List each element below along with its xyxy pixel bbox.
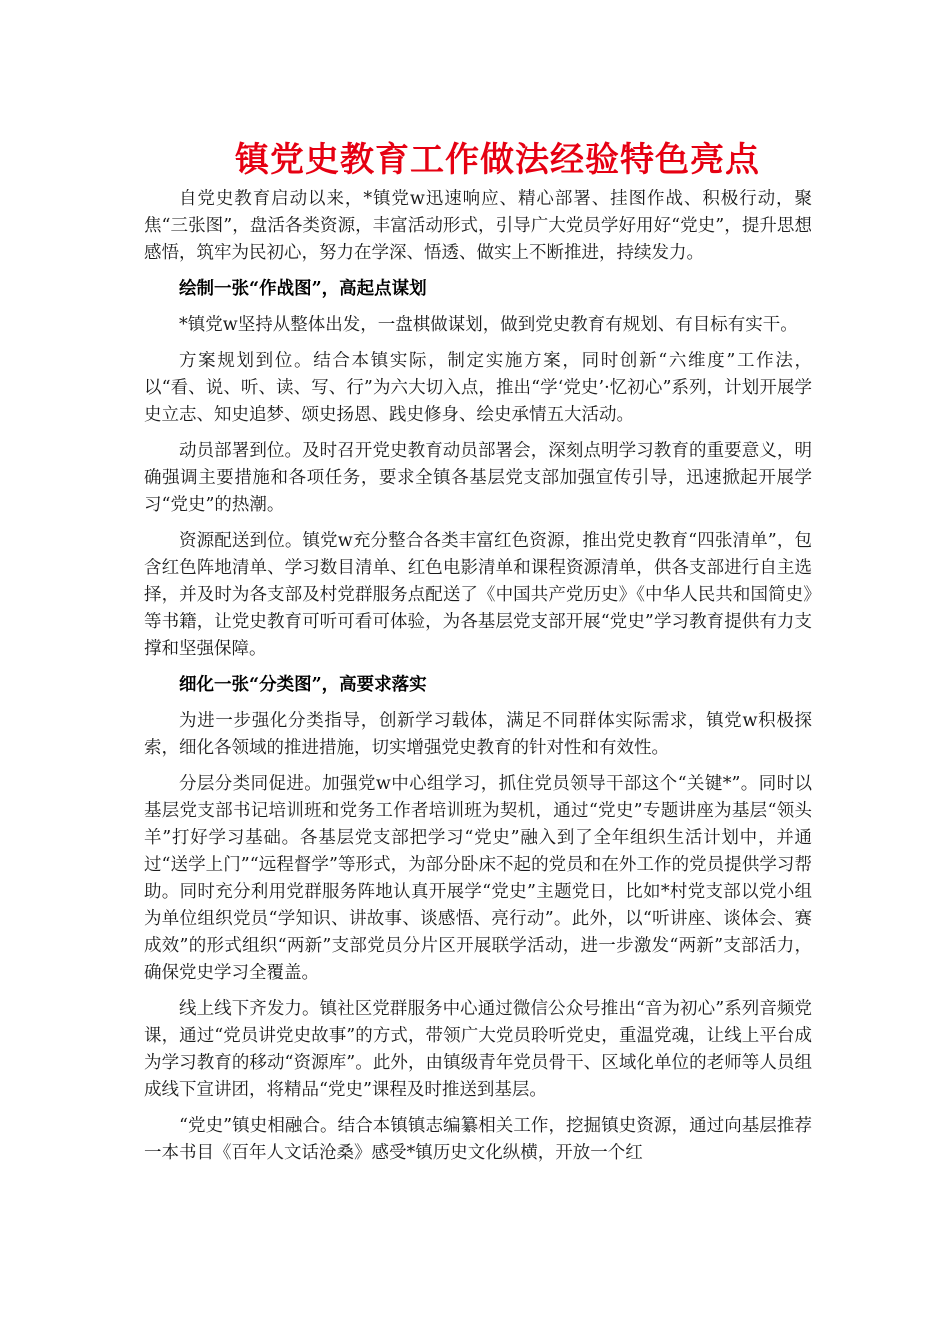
body-paragraph: 为进一步强化分类指导，创新学习载体，满足不同群体实际需求，镇党w积极探索，细化各领域的推进措施，切实增强党史教育的针对性和有效性。 (144, 711, 812, 758)
section-heading: 细化一张“分类图”，高要求落实 (179, 675, 427, 695)
section-heading: 绘制一张“作战图”，高起点谋划 (179, 279, 427, 299)
document-body (144, 186, 812, 1176)
body-paragraph: 线上线下齐发力。镇社区党群服务中心通过微信公众号推出“音为初心”系列音频党课，通过“党员讲党史故事”的方式，带领广大党员聆听党史，重温党魂，让线上平台成为学习教育的移动“资源库”。此外，由镇级青年党员骨干、区域化单位的老师等人员组成线下宣讲团，将精品“党史”课程及时推送到基层。 (144, 999, 812, 1100)
body-paragraph: 分层分类同促进。加强党w中心组学习，抓住党员领导干部这个“关键*”。同时以基层党支部书记培训班和党务工作者培训班为契机，通过“党史”专题讲座为基层“领头羊”打好学习基础。各基层党支部把学习“党史”融入到了全年组织生活计划中，并通过“送学上门”“远程督学”等形式，为部分卧床不起的党员和在外工作的党员提供学习帮助。同时充分利用党群服务阵地认真开展学“党史”主题党日，比如*村党支部以党小组为单位组织党员“学知识、讲故事、谈感悟、亮行动”。此外，以“听讲座、谈体会、赛成效”的形式组织“两新”支部党员分片区开展联学活动，进一步激发“两新”支部活力，确保党史学习全覆盖。 (144, 774, 812, 983)
body-paragraph: 资源配送到位。镇党w充分整合各类丰富红色资源，推出党史教育“四张清单”，包含红色阵地清单、学习数目清单、红色电影清单和课程资源清单，供各支部进行自主选择，并及时为各支部及村党群服务点配送了《中国共产党历史》《中华人民共和国简史》等书籍，让党史教育可听可看可体验，为各基层党支部开展“党史”学习教育提供有力支撑和坚强保障。 (144, 531, 812, 659)
document-title: 镇党史教育工作做法经验特色亮点 (235, 140, 760, 180)
body-paragraph: *镇党w坚持从整体出发，一盘棋做谋划，做到党史教育有规划、有目标有实干。 (179, 315, 798, 335)
intro-paragraph: 自党史教育启动以来，*镇党w迅速响应、精心部署、挂图作战、积极行动，聚焦“三张图”，盘活各类资源，丰富活动形式，引导广大党员学好用好“党史”，提升思想感悟，筑牢为民初心，努力在学深、悟透、做实上不断推进，持续发力。 (144, 189, 812, 263)
body-paragraph: 方案规划到位。结合本镇实际，制定实施方案，同时创新“六维度”工作法，以“看、说、听、读、写、行”为六大切入点，推出“学‘党史’·忆初心”系列，计划开展学史立志、知史追梦、颂史扬恩、践史修身、绘史承情五大活动。 (144, 351, 812, 425)
body-paragraph: “党史”镇史相融合。结合本镇镇志编纂相关工作，挖掘镇史资源，通过向基层推荐一本书目《百年人文话沧桑》感受*镇历史文化纵横，开放一个红 (144, 1116, 812, 1163)
body-paragraph: 动员部署到位。及时召开党史教育动员部署会，深刻点明学习教育的重要意义，明确强调主要措施和各项任务，要求全镇各基层党支部加强宣传引导，迅速掀起开展学习“党史”的热潮。 (144, 441, 812, 515)
